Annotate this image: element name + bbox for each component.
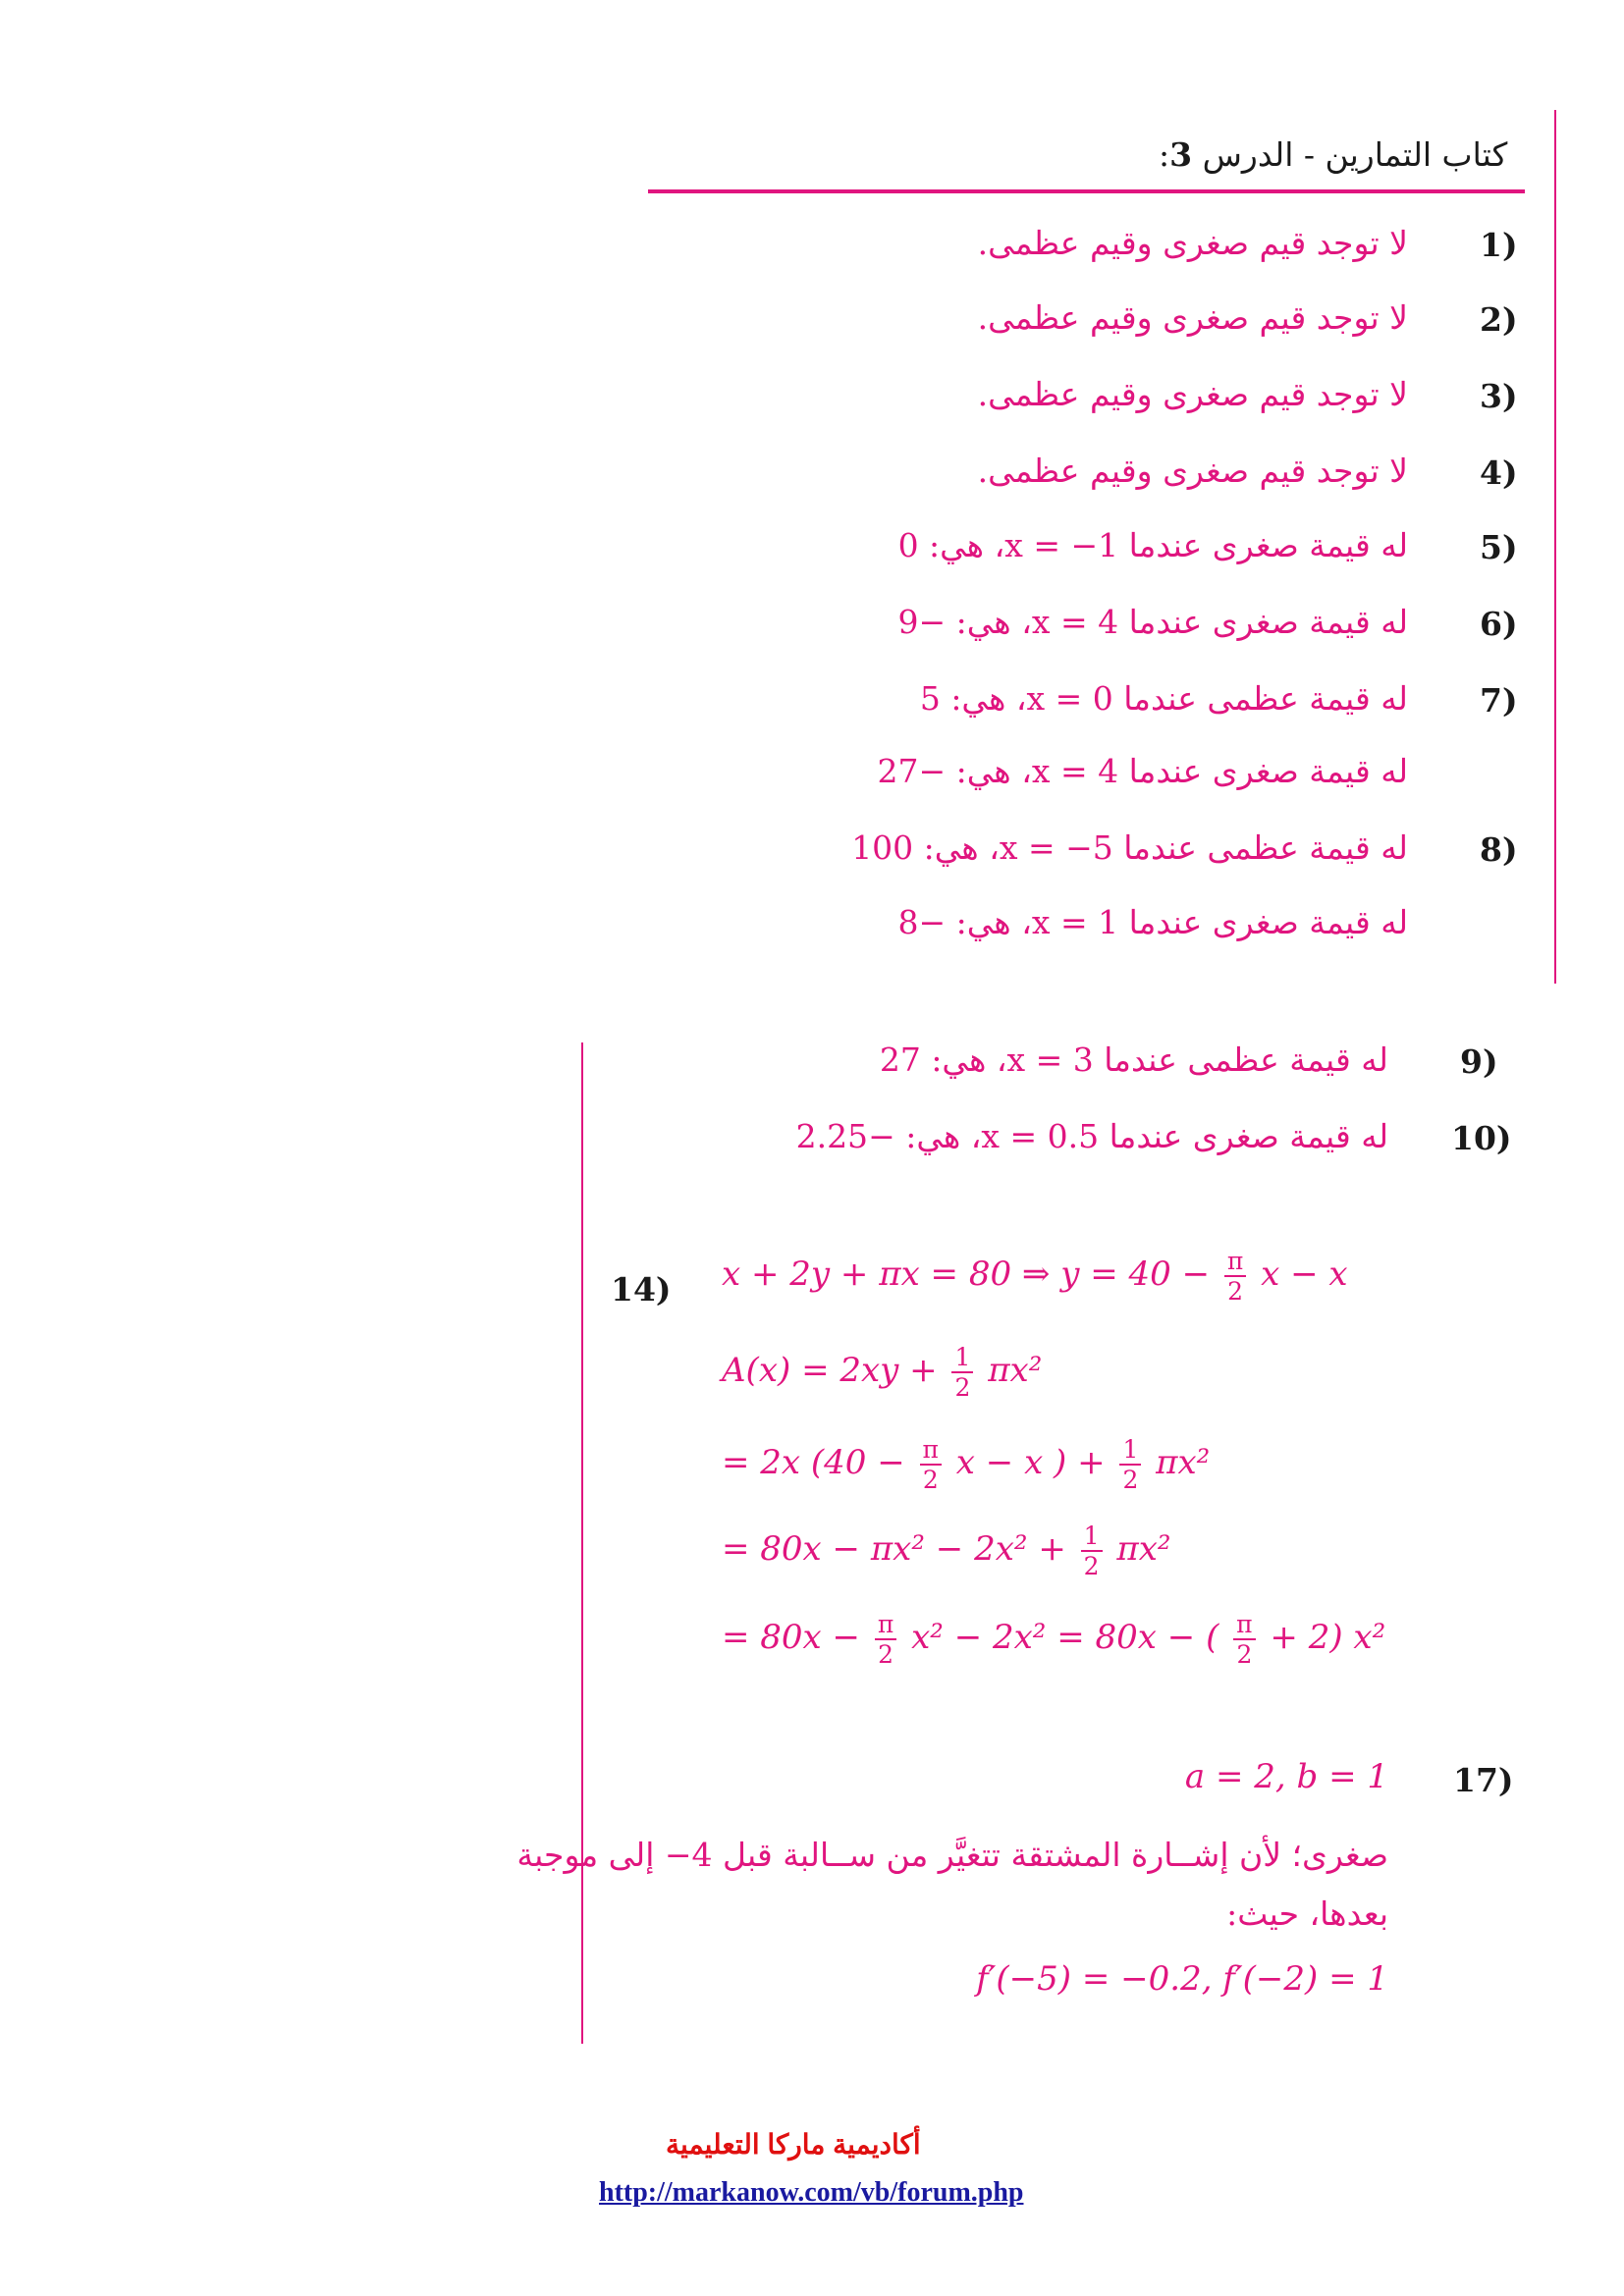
q17-explanation-line-2: بعدها، حيث: [1226, 1895, 1388, 1933]
answer-text: له قيمة عظمى عندما x = −5، هي: 100 [851, 828, 1408, 867]
answer-text: له قيمة عظمى عندما x = 3، هي: 27 [879, 1041, 1388, 1079]
forum-link[interactable]: http://markanow.com/vb/forum.php [599, 2177, 1024, 2208]
q17-explanation-line-1: صغرى؛ لأن إشــارة المشتقة تتغيَّر من ســالبة قبل 4− إلى موجبة [516, 1836, 1388, 1874]
answer-number: 1) [1480, 226, 1518, 264]
fraction: $\frac{1}{2}$ [951, 1345, 973, 1400]
answer-text: لا توجد قيم صغرى وقيم عظمى. [977, 298, 1408, 337]
fraction: $\frac{\pi}{2}$ [875, 1612, 896, 1667]
title-text: كتاب التمارين - الدرس [1202, 135, 1508, 174]
answer-text: له قيمة صغرى عندما x = 1، هي: −8 [897, 903, 1408, 941]
answer-text: له قيمة صغرى عندما x = 4، هي: −9 [897, 603, 1408, 641]
answer-text: لا توجد قيم صغرى وقيم عظمى. [977, 452, 1408, 490]
equation-line-2: A(x) = 2xy + $\frac{1}{2}$ πx² [722, 1343, 1043, 1402]
answer-text: له قيمة صغرى عندما x = 0.5، هي: −2.25 [795, 1117, 1388, 1155]
answer-number: 6) [1480, 605, 1518, 643]
answer-text: لا توجد قيم صغرى وقيم عظمى. [977, 224, 1408, 262]
answer-text: له قيمة عظمى عندما x = 0، هي: 5 [919, 679, 1408, 718]
fraction: $\frac{\pi}{2}$ [1233, 1612, 1255, 1667]
equation-line-3: = 2x (40 − $\frac{\pi}{2}$ x − x ) + $\frac{1}{2}$ πx² [722, 1435, 1211, 1494]
fraction: $\frac{1}{2}$ [1081, 1523, 1103, 1578]
q17-formula: f′(−5) = −0.2, f′(−2) = 1 [976, 1959, 1388, 1999]
equation-line-4: = 80x − πx² − 2x² + $\frac{1}{2}$ πx² [722, 1522, 1171, 1580]
answer-number: 10) [1451, 1119, 1512, 1157]
equation-line-5: = 80x − $\frac{\pi}{2}$ x² − 2x² = 80x − ( $\frac{\pi}{2}$ + 2) x² [722, 1610, 1386, 1669]
right-margin-line [1554, 110, 1556, 984]
page-title [1159, 135, 1507, 174]
equation-line-1: x + 2y + πx = 80 ⇒ y = 40 − $\frac{\pi}{2}$ x − x [722, 1247, 1348, 1306]
answer-text: لا توجد قيم صغرى وقيم عظمى. [977, 375, 1408, 413]
answer-number: 3) [1480, 377, 1518, 415]
answer-number: 2) [1480, 300, 1518, 339]
answer-number: 4) [1480, 454, 1518, 492]
title-colon: : [1159, 135, 1170, 174]
answer-number: 8) [1480, 830, 1518, 869]
fraction: $\frac{1}{2}$ [1119, 1437, 1141, 1492]
answer-text: له قيمة صغرى عندما x = 4، هي: −27 [877, 752, 1408, 790]
lesson-number: 3 [1169, 135, 1193, 174]
answer-number: 7) [1480, 681, 1518, 720]
fraction: $\frac{\pi}{2}$ [1224, 1249, 1246, 1304]
academy-name: أكاديمية ماركا التعليمية [666, 2129, 921, 2160]
left-margin-line [581, 1042, 583, 2044]
title-underline [648, 189, 1525, 193]
answer-number: 9) [1460, 1042, 1498, 1081]
q17-answer: a = 2, b = 1 [1184, 1757, 1388, 1796]
fraction: $\frac{\pi}{2}$ [920, 1437, 942, 1492]
answer-text: له قيمة صغرى عندما x = −1، هي: 0 [897, 526, 1408, 564]
question-number: 14) [611, 1270, 672, 1308]
answer-number: 5) [1480, 528, 1518, 566]
question-number: 17) [1453, 1761, 1514, 1799]
